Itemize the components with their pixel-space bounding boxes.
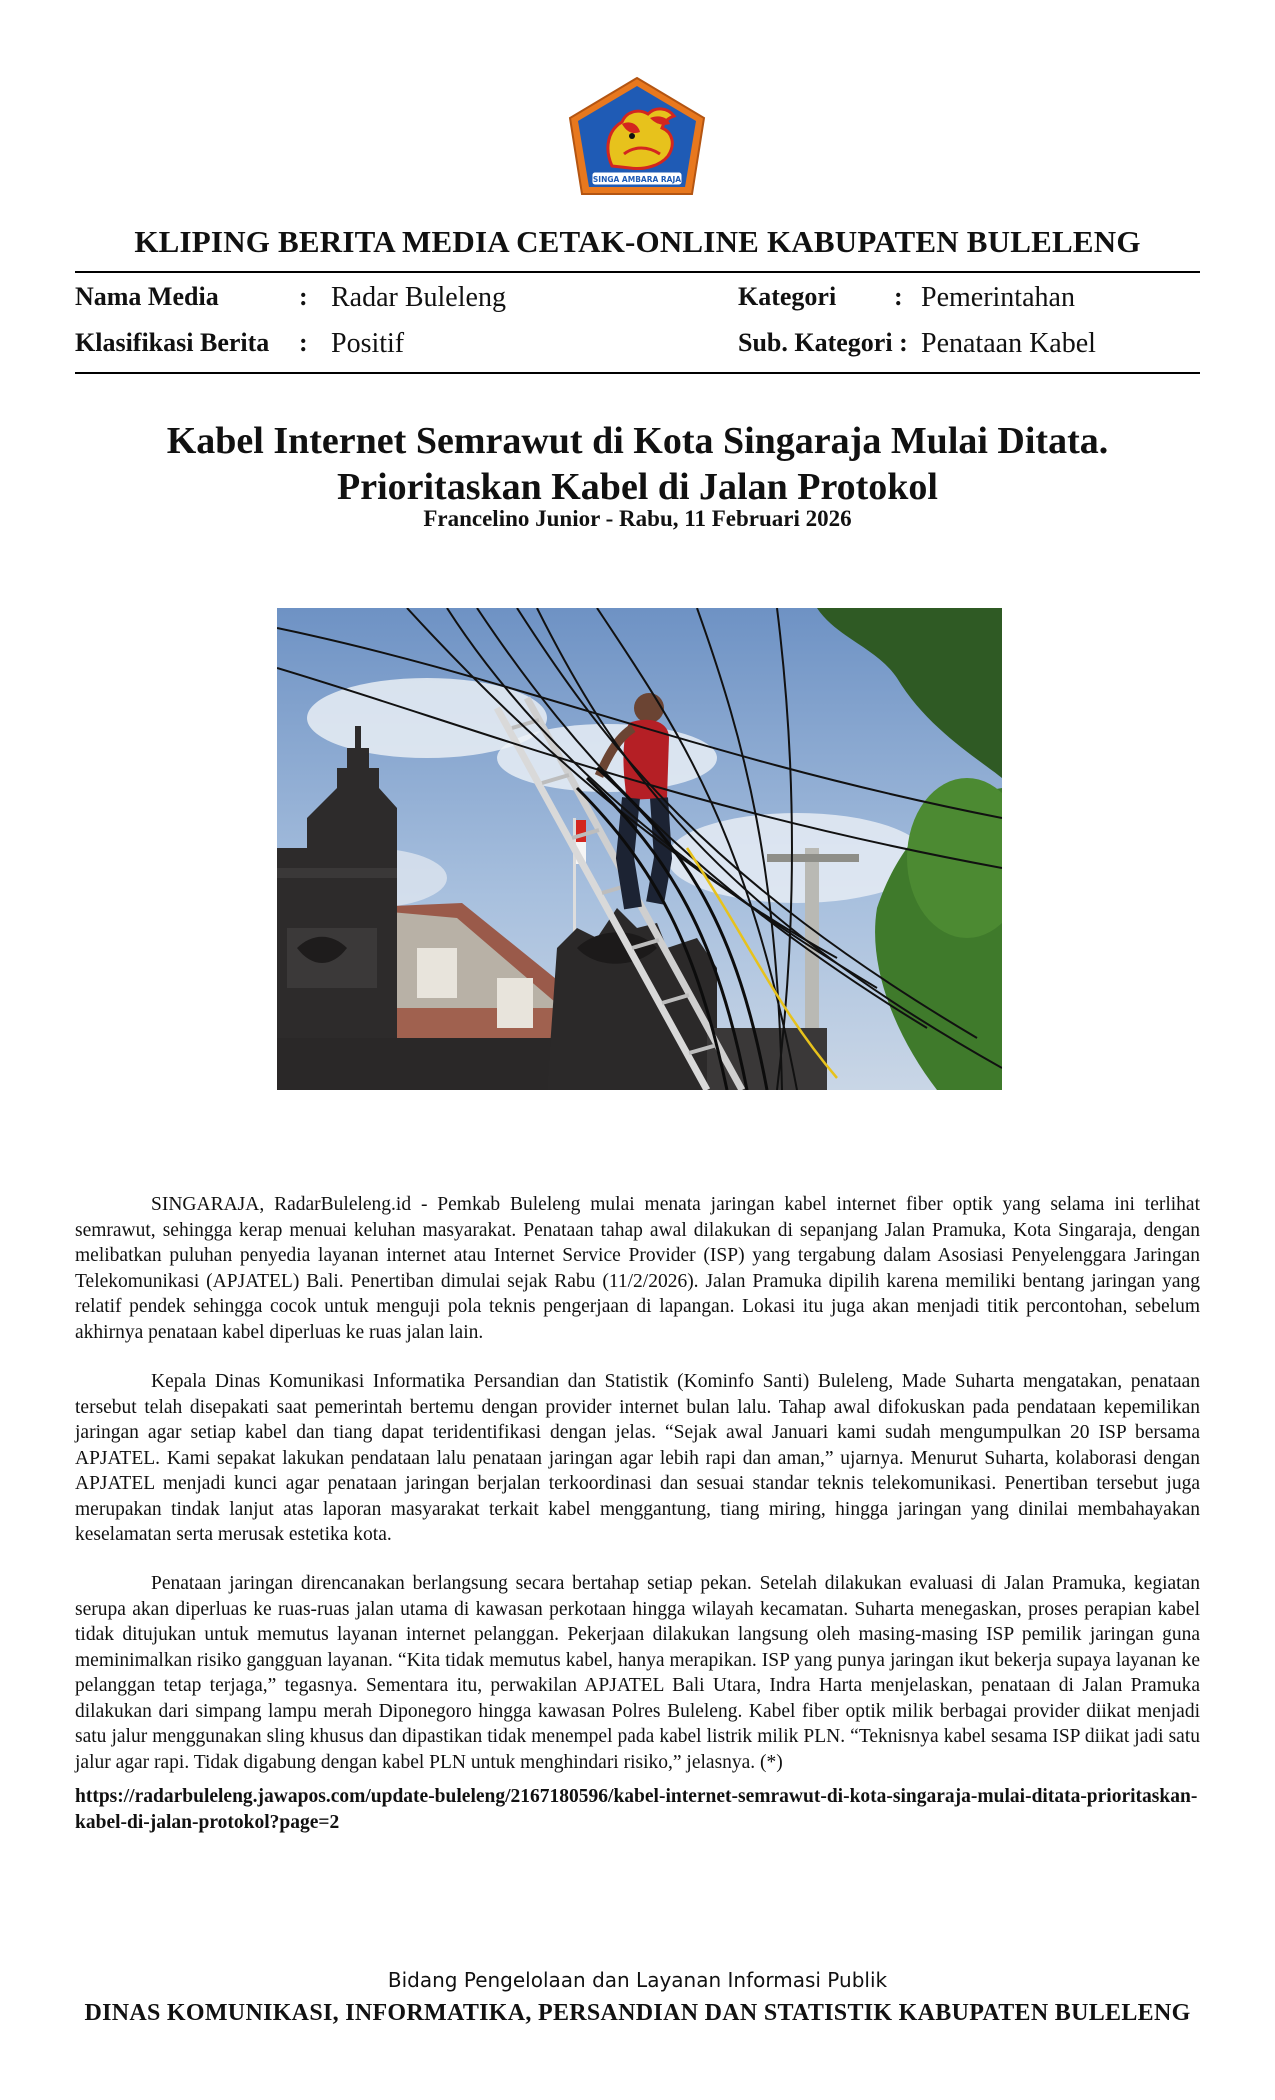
klasifikasi-value: Positif (331, 328, 405, 359)
sub-kategori-value: Penataan Kabel (921, 328, 1096, 359)
nama-media-value: Radar Buleleng (331, 282, 506, 313)
news-photo (277, 608, 1002, 1090)
emblem-caption: SINGA AMBARA RAJA (592, 175, 682, 184)
kategori-value: Pemerintahan (921, 282, 1075, 313)
article-headline (0, 418, 1275, 510)
meta-row-media (75, 282, 1200, 322)
headline-line-1: Kabel Internet Semrawut di Kota Singaraja Mulai Ditata. (166, 420, 1109, 462)
footer-unit: Bidang Pengelolaan dan Layanan Informasi Publik (387, 1968, 888, 1992)
article-paragraph-3: Penataan jaringan direncanakan berlangsung secara bertahap setiap pekan. Setelah dilakukan evaluasi di Jalan Pramuka, kegiatan serupa akan diperluas ke ruas-ruas jalan utama di kawasan perkotaan hingga wilayah kecamatan. Suharta menegaskan, proses perapian kabel tidak ditujukan untuk memutus layanan internet pelanggan. Pekerjaan dilakukan langsung oleh masing-masing ISP pemilik jaringan guna meminimalkan risiko gangguan layanan. “Kita tidak memutus kabel, hanya merapikan. ISP yang punya jaringan ikut bekerja supaya layanan ke pelanggan tetap terjaga,” tegasnya. Sementara itu, perwakilan APJATEL Bali Utara, Indra Harta menjelaskan, penataan di Jalan Pramuka dilakukan dari simpang lampu merah Diponegoro hingga kawasan Polres Buleleng. Kabel fiber optik milik berbagai provider diikat menjadi satu jalur menggunakan sling khusus dan dipastikan tidak menempel pada kabel listrik milik PLN. “Teknisnya kabel sesama ISP diikat jadi satu jalur agar rapi. Tidak digabung dengan kabel PLN untuk menghindari risiko,” jelasnya. (*) (75, 1573, 1200, 1773)
separator: : (299, 328, 308, 357)
headline-line-2: Prioritaskan Kabel di Jalan Protokol (336, 466, 938, 508)
meta-row-klasifikasi (75, 328, 1200, 368)
kategori-label: Kategori (738, 282, 837, 311)
buleleng-emblem-logo (564, 74, 710, 200)
footer-agency: DINAS KOMUNIKASI, INFORMATIKA, PERSANDIAN DAN STATISTIK KABUPATEN BULELENG (84, 2000, 1191, 2026)
klasifikasi-label: Klasifikasi Berita (75, 328, 270, 357)
header-divider-bottom (75, 372, 1200, 374)
source-link[interactable]: https://radarbuleleng.jawapos.com/update-buleleng/2167180596/kabel-internet-semrawut-di-kota-singaraja-mulai-ditata-prioritaskan-kabel-di-jalan-protokol?page=2 (75, 1786, 1198, 1833)
article-paragraph-1: SINGARAJA, RadarBuleleng.id - Pemkab Buleleng mulai menata jaringan kabel internet fiber optik yang selama ini terlihat semrawut, sehingga kerap menuai keluhan masyarakat. Penataan tahap awal dilakukan di sepanjang Jalan Pramuka, Kota Singaraja, dengan melibatkan puluhan penyedia layanan internet atau Internet Service Provider (ISP) yang tergabung dalam Asosiasi Penyelenggara Jaringan Telekomunikasi (APJATEL) Bali. Penertiban dimulai sejak Rabu (11/2/2026). Jalan Pramuka dipilih karena memiliki bentang jaringan yang relatif pendek sehingga cocok untuk menguji pola teknis pengerjaan di lapangan. Lokasi itu juga akan menjadi titik percontohan, sebelum akhirnya penataan kabel diperluas ke ruas jalan lain. (75, 1194, 1200, 1343)
header-divider-top (75, 271, 1200, 273)
nama-media-label: Nama Media (75, 282, 219, 311)
kliping-title: KLIPING BERITA MEDIA CETAK-ONLINE KABUPATEN BULELENG (134, 224, 1141, 259)
article-byline: Francelino Junior - Rabu, 11 Februari 2026 (423, 506, 852, 531)
sub-kategori-label: Sub. Kategori : (738, 328, 908, 357)
separator: : (894, 282, 903, 311)
article-paragraph-2: Kepala Dinas Komunikasi Informatika Persandian dan Statistik (Kominfo Santi) Buleleng, Made Suharta mengatakan, penataan tersebut telah disepakati saat pemerintah bertemu dengan provider internet bulan lalu. Tahap awal difokuskan pada pendataan kepemilikan jaringan agar setiap kabel dan tiang dapat teridentifikasi dengan jelas. “Sejak awal Januari kami sudah mengumpulkan 20 ISP bersama APJATEL. Kami sepakat lakukan pendataan lalu penataan jaringan agar lebih rapi dan aman,” ujarnya. Menurut Suharta, kolaborasi dengan APJATEL menjadi kunci agar penataan jaringan berjalan terkoordinasi dan sesuai standar teknis telekomunikasi. Penertiban tersebut juga merupakan tindak lanjut atas laporan masyarakat terkait kabel menggantung, tiang miring, hingga jaringan yang dinilai membahayakan keselamatan serta merusak estetika kota. (75, 1371, 1200, 1545)
separator: : (299, 282, 308, 311)
